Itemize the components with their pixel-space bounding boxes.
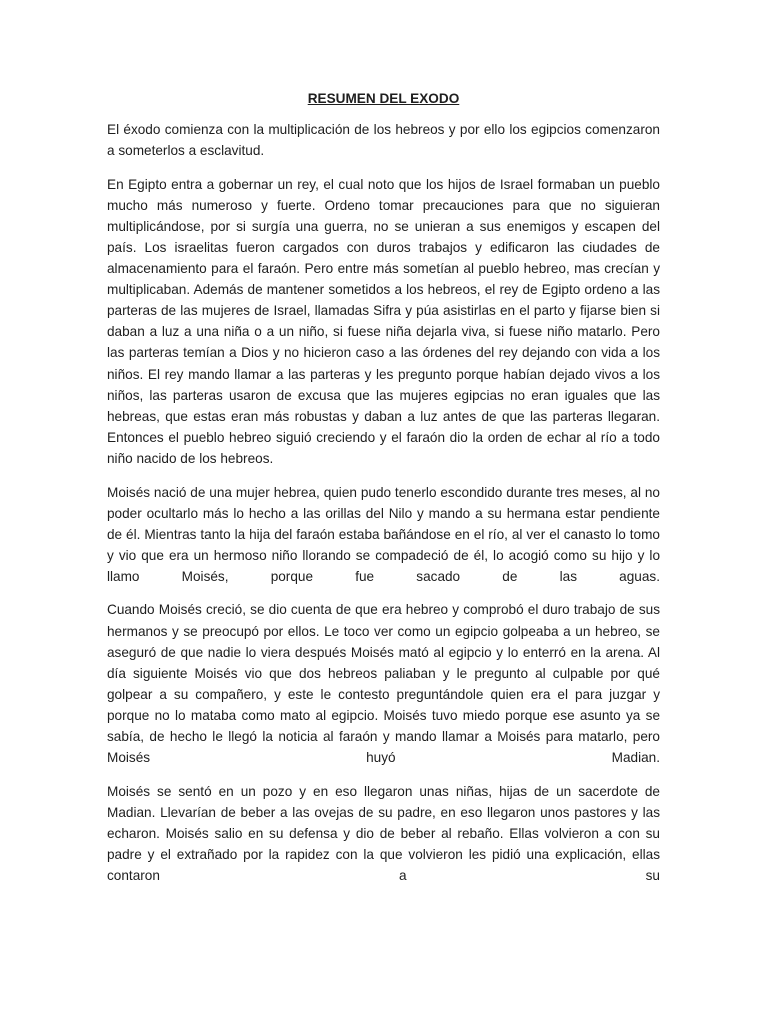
document-title: RESUMEN DEL EXODO [307, 91, 460, 106]
document-body [107, 88, 660, 899]
paragraph-moses-birth: Moisés nació de una mujer hebrea, quien pudo tenerlo escondido durante tres meses, al no poder ocultarlo más lo hecho a las orillas del Nilo y mando a su hermana estar pendiente de él. Mientras tanto la hija del faraón estaba bañándose en el río, al ver el canasto lo tomo y vio que era un hermoso niño llorando se compadeció de él, lo acogió como su hijo y lo llamo Moisés, porque fue sacado de las aguas. [107, 484, 660, 584]
paragraph-intro: El éxodo comienza con la multiplicación de los hebreos y por ello los egipcios comenzaron a someterlos a esclavitud. [107, 122, 660, 159]
paragraph-moses-flees: Cuando Moisés creció, se dio cuenta de que era hebreo y comprobó el duro trabajo de sus hermanos y se preocupó por ellos. Le toco ver como un egipcio golpeaba a un hebreo, se aseguró de que nadie lo viera después Moisés mató al egipcio y lo enterró en la arena. Al día siguiente Moisés vio que dos hebreos paliaban y le pregunto al culpable por qué golpear a su compañero, y este le contesto preguntándole quien era el para juzgar y porque no lo mataba como mato al egipcio. Moisés tuvo miedo porque ese asunto ya se sabía, de hecho le llegó la noticia al faraón y mando llamar a Moisés para matarlo, pero Moisés huyó Madian. [107, 602, 660, 766]
paragraph-egypt-king: En Egipto entra a gobernar un rey, el cual noto que los hijos de Israel formaban un pueblo mucho más numeroso y fuerte. Ordeno tomar precauciones para que no siguieran multiplicándose, por si surgía una guerra, no se unieran a sus enemigos y escapen del país. Los israelitas fueron cargados con duros trabajos y edificaron las ciudades de almacenamiento para el faraón. Pero entre más sometían al pueblo hebreo, mas crecían y multiplicaban. Además de mantener sometidos a los hebreos, el rey de Egipto ordeno a las parteras de las mujeres de Israel, llamadas Sifra y púa asistirlas en el parto y fijarse bien si daban a luz a una niña o a un niño, si fuese niña dejarla viva, si fuese niño matarlo. Pero las parteras temían a Dios y no hicieron caso a las órdenes del rey dejando con vida a los niños. El rey mando llamar a las parteras y les pregunto porque habían dejado vivos a los niños, las parteras usaron de excusa que las mujeres egipcias no eran iguales que las hebreas, que estas eran más robustas y daban a luz antes de que las parteras llegaran. Entonces el pueblo hebreo siguió creciendo y el faraón dio la orden de echar al río a todo niño nacido de los hebreos. [107, 176, 660, 466]
paragraph-moses-well: Moisés se sentó en un pozo y en eso llegaron unas niñas, hijas de un sacerdote de Madian. Llevarían de beber a las ovejas de su padre, en eso llegaron unos pastores y las echaron. Moisés salio en su defensa y dio de beber al rebaño. Ellas volvieron a con su padre y el extrañado por la rapidez con la que volvieron les pidió una explicación, ellas contaron a su [107, 783, 660, 884]
